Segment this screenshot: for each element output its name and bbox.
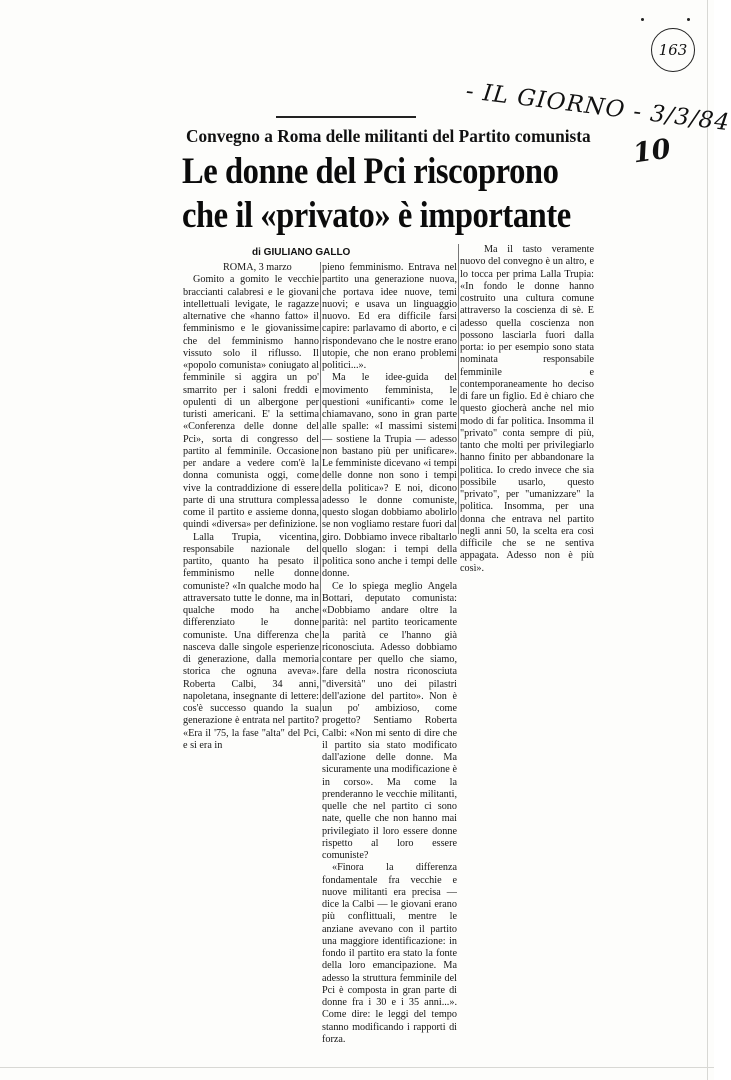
article-column-3 xyxy=(460,244,594,574)
article-kicker: Convegno a Roma delle militanti del Partito comunista xyxy=(186,126,591,146)
scan-dot xyxy=(641,18,644,21)
paragraph: «Finora la differenza fondamentale fra vecchie e nuove militanti era precisa — dice la Calbi — le giovani erano più conflittuali, mentre le anziane avevano con il partito una maggiore identificazione: in fondo il partito era stato la fonte della loro emancipazione. Ma adesso la struttura femminile del Pci è composta in gran parte di donne fra i 30 e i 35 anni...». Come dire: le leggi del tempo stanno modificando i rapporti di forza. xyxy=(322,862,457,1045)
paragraph: Lalla Trupia, vicentina, responsabile nazionale del partito, quanto ha pesato il femminismo nelle donne comuniste? «In qualche modo ha attraversato tutte le donne, ma in qualche modo ha anche differenziato le donne comuniste. Una differenza che nasceva dalle singole esperienze di generazione, dalla memoria storica che ognuna aveva». Roberta Calbi, 34 anni, napoletana, insegnante di lettere: cos'è successo quando la sua generazione è entrata nel partito? «Era il '75, la fase "alta" del Pci, e si era in xyxy=(183,531,319,751)
scan-edge-right xyxy=(707,0,708,1080)
top-rule xyxy=(276,116,416,118)
dateline: ROMA, 3 marzo xyxy=(223,262,292,273)
paragraph: Ce lo spiega meglio Angela Bottari, deputato comunista: «Dobbiamo andare oltre la parità: nel partito teoricamente la parità ce l'hanno già riconosciuta. Adesso dobbiamo contare per quello che siamo, fare della nostra riconosciuta "diversità" uno dei pilastri dell'azione del partito». Non è un po' ambizioso, come progetto? Sentiamo Roberta Calbi: «Non mi sento di dire che il partito sia stato modificato dall'azione delle donne. Ma sicuramente una modificazione è in corso». Ma come la prenderanno le vecchie militanti, quelle che nel partito ci sono nate, quelle che non hanno mai privilegiato il loro essere donne rispetto al loro essere comuniste? xyxy=(322,580,457,861)
paragraph: pieno femminismo. Entrava nel partito una generazione nuova, che portava idee nuove, temi nuovi; e usava un linguaggio nuovo. Ed era difficile farsi capire: parlavamo di aborto, e ci rispondevano che le nostre erano utopie, che non erano problemi politici...». xyxy=(322,262,457,371)
column-separator xyxy=(458,244,459,534)
headline-line-2: che il «privato» è importante xyxy=(182,195,571,236)
paragraph: Gomito a gomito le vecchie braccianti calabresi e le giovani intellettuali levigate, le ragazze alternative che «hanno fatto» il femminismo e le giovanissime che del femminismo hanno vissuto solo il riflusso. Il «popolo comunista» coniugato al femminile si aggira un po' smarrito per i saloni freddi e opulenti di un albergone per turisti americani. E' la settima «Conferenza delle donne del Pci», sorta di congresso del partito al femminile. Occasione per andare a vedere com'è la donna comunista oggi, come vive la contraddizione di essere parte di una struttura complessa come il partito e assieme donna, quindi «diversa» per definizione. xyxy=(183,274,319,531)
handwritten-source-note: - IL GIORNO - 3/3/84 xyxy=(464,78,731,137)
article-byline: di GIULIANO GALLO xyxy=(252,247,351,258)
column-separator xyxy=(320,262,321,712)
headline-line-1: Le donne del Pci riscoprono xyxy=(182,151,559,192)
scan-edge-bottom xyxy=(0,1067,714,1068)
scan-dot xyxy=(687,18,690,21)
archive-number-stamp: 163 xyxy=(651,28,695,72)
article-column-1 xyxy=(183,262,319,751)
article-column-2 xyxy=(322,262,457,1045)
handwritten-page-number: 10 xyxy=(631,133,673,170)
paragraph: Ma le idee-guida del movimento femminista, le questioni «unificanti» come le chiamavano, sono in gran parte alle spalle: «I massimi sistemi — sostiene la Trupia — adesso non bastano più per unificare». Le femministe dicevano «i tempi delle donne non sono i tempi della politica»? E noi, dicono adesso le donne comuniste, questo slogan dobbiamo abolirlo se non vogliamo restare fuori dal giro. Dobbiamo invece ribaltarlo quello slogan: i tempi della politica sono anche i tempi delle donne. xyxy=(322,372,457,580)
paragraph: Ma il tasto veramente nuovo del convegno è un altro, e lo tocca per prima Lalla Trupia: «In fondo le donne hanno costruito una cultura comune attraverso la coscienza di sè. E adesso quella coscienza non possono lasciarla fuori dalla porta: io per esempio sono stata nominata responsabile femminile e contemporaneamente ho deciso di fare un figlio. Ed è chiaro che questo giocherà anche nel mio modo di far politica. Insomma il "privato" conta sempre di più, tanto che molti per privilegiarlo hanno finito per abbandonare la politica. Io credo invece che sia possibile usarlo, questo "privato", per "umanizzare" la politica. Insomma, per una donna che entrava nel partito negli anni 50, la scelta era così difficile che se ne sentiva appagata. Adesso non è più così». xyxy=(460,244,594,574)
article-headline xyxy=(182,150,602,238)
